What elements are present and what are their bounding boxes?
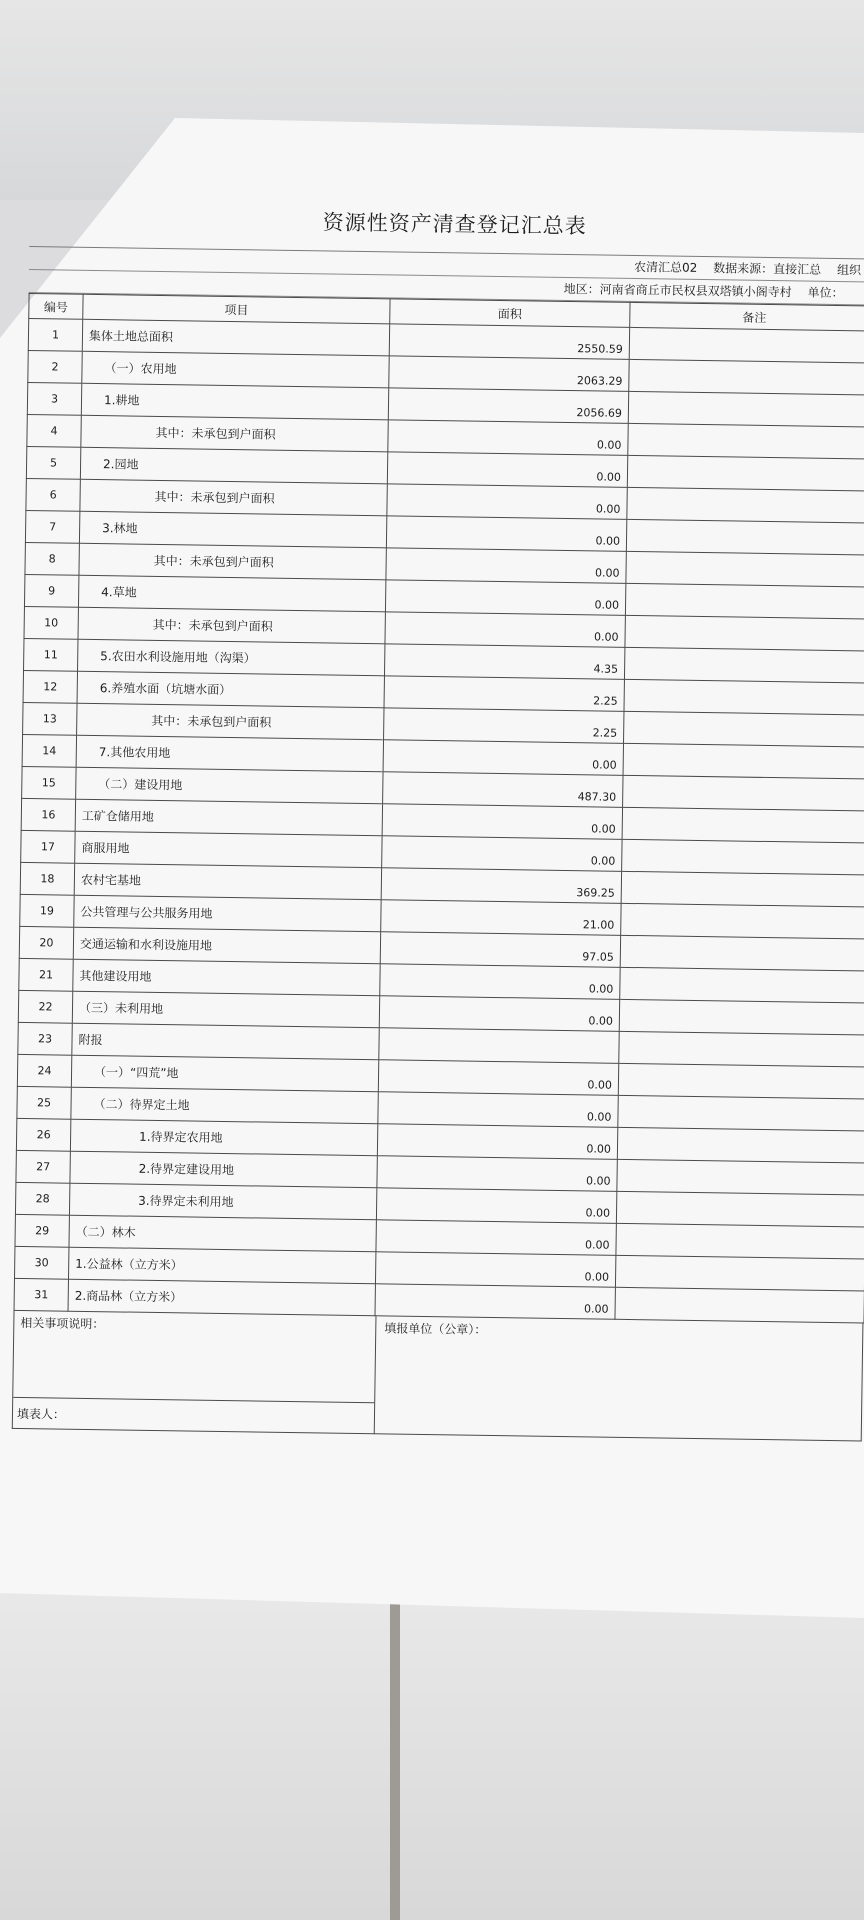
asset-table — [14, 293, 864, 1324]
row-remarks — [625, 615, 864, 651]
row-area: 0.00 — [375, 1284, 615, 1320]
row-area: 0.00 — [387, 452, 627, 488]
row-area: 0.00 — [383, 740, 623, 776]
row-item: （二）建设用地 — [76, 767, 383, 804]
form-code: 农清汇总02 — [633, 259, 698, 275]
row-remarks — [628, 391, 864, 427]
summary-form — [12, 200, 864, 1441]
row-remarks — [627, 487, 864, 523]
row-item: 农村宅基地 — [74, 863, 381, 900]
row-area: 0.00 — [387, 484, 627, 520]
row-item: （一）农用地 — [82, 351, 389, 388]
row-number: 31 — [14, 1278, 68, 1311]
row-area: 2550.59 — [389, 324, 629, 360]
header-number: 编号 — [29, 293, 83, 319]
notes-box — [12, 1311, 377, 1434]
row-area: 0.00 — [386, 516, 626, 552]
row-remarks — [624, 647, 864, 683]
row-remarks — [619, 1031, 864, 1067]
row-area: 0.00 — [379, 996, 619, 1032]
row-area: 0.00 — [376, 1220, 616, 1256]
row-remarks — [624, 679, 864, 715]
row-remarks — [626, 519, 864, 555]
row-item: 其中：未承包到户面积 — [80, 479, 387, 516]
row-area: 369.25 — [381, 868, 621, 904]
row-item: 7.其他农用地 — [76, 735, 383, 772]
row-area: 21.00 — [381, 900, 621, 936]
form-title: 资源性资产清查登记汇总表 — [29, 200, 864, 260]
row-item: 5.农田水利设施用地（沟渠） — [78, 639, 385, 676]
row-item: 2.待界定建设用地 — [70, 1151, 377, 1188]
data-source: 数据来源：直接汇总 — [713, 261, 822, 277]
row-remarks — [629, 359, 864, 395]
row-number: 6 — [26, 478, 80, 511]
row-remarks — [619, 999, 864, 1035]
row-number: 27 — [16, 1150, 70, 1183]
row-area: 0.00 — [385, 612, 625, 648]
row-item: 其中：未承包到户面积 — [77, 703, 384, 740]
row-remarks — [622, 839, 864, 875]
row-number: 24 — [17, 1054, 71, 1087]
row-remarks — [618, 1063, 864, 1099]
form-footer — [12, 1311, 864, 1442]
row-number: 11 — [24, 638, 78, 671]
unit-label: 单位： — [807, 285, 844, 301]
row-number: 3 — [27, 382, 81, 415]
row-item: 其中：未承包到户面积 — [79, 543, 386, 580]
filler-label: 填表人： — [16, 1406, 66, 1422]
row-remarks — [622, 807, 864, 843]
row-number: 18 — [20, 862, 74, 895]
row-remarks — [629, 327, 864, 363]
row-area: 0.00 — [380, 964, 620, 1000]
row-area: 0.00 — [385, 580, 625, 616]
row-area: 0.00 — [378, 1060, 618, 1096]
unit-seal-label: 填报单位（公章）： — [384, 1321, 487, 1337]
row-remarks — [615, 1255, 864, 1291]
row-area: 487.30 — [383, 772, 623, 808]
row-remarks — [623, 743, 864, 779]
row-item: 1.耕地 — [81, 383, 388, 420]
row-item: 附报 — [72, 1023, 379, 1060]
header-remarks: 备注 — [630, 302, 864, 331]
row-remarks — [616, 1223, 864, 1259]
floor-background-bottom — [0, 1580, 864, 1920]
row-area: 97.05 — [380, 932, 620, 968]
row-remarks — [617, 1159, 864, 1195]
row-number: 20 — [19, 926, 73, 959]
row-item: （二）待界定土地 — [71, 1087, 378, 1124]
row-remarks — [625, 583, 864, 619]
header-area: 面积 — [390, 299, 630, 328]
row-area: 2.25 — [384, 676, 624, 712]
row-area: 0.00 — [378, 1092, 618, 1128]
row-item: 1.待界定农用地 — [70, 1119, 377, 1156]
row-area: 0.00 — [386, 548, 626, 584]
row-item: （二）林木 — [69, 1215, 376, 1252]
row-area: 0.00 — [376, 1188, 616, 1224]
row-area: 0.00 — [382, 804, 622, 840]
row-number: 8 — [25, 542, 79, 575]
row-remarks — [618, 1095, 864, 1131]
row-number: 12 — [23, 670, 77, 703]
row-number: 4 — [27, 414, 81, 447]
notes-label: 相关事项说明： — [20, 1315, 105, 1332]
row-remarks — [623, 775, 864, 811]
row-area: 2063.29 — [389, 356, 629, 392]
row-remarks — [624, 711, 864, 747]
row-item: 商服用地 — [75, 831, 382, 868]
unit-seal-box — [375, 1316, 864, 1441]
row-item: （三）未利用地 — [72, 991, 379, 1028]
row-number: 19 — [20, 894, 74, 927]
row-number: 10 — [24, 606, 78, 639]
row-item: 2.园地 — [80, 447, 387, 484]
row-remarks — [615, 1287, 864, 1323]
row-item: 6.养殖水面（坑塘水面） — [77, 671, 384, 708]
row-number: 25 — [17, 1086, 71, 1119]
row-number: 14 — [22, 734, 76, 767]
row-item: 3.待界定未利用地 — [69, 1183, 376, 1220]
row-remarks — [628, 423, 864, 459]
row-remarks — [616, 1191, 864, 1227]
row-number: 26 — [16, 1118, 70, 1151]
row-number: 22 — [18, 990, 72, 1023]
row-item: 3.林地 — [79, 511, 386, 548]
row-number: 13 — [23, 702, 77, 735]
row-remarks — [617, 1127, 864, 1163]
row-remarks — [621, 871, 864, 907]
row-item: 1.公益林（立方米） — [68, 1247, 375, 1284]
header-item: 项目 — [83, 294, 390, 324]
row-area: 2056.69 — [388, 388, 628, 424]
row-number: 2 — [28, 350, 82, 383]
row-number: 29 — [15, 1214, 69, 1247]
row-area — [379, 1028, 619, 1064]
row-item: 其他建设用地 — [73, 959, 380, 996]
row-item: 4.草地 — [78, 575, 385, 612]
row-item: 集体土地总面积 — [82, 319, 389, 356]
row-number: 28 — [15, 1182, 69, 1215]
region-label: 地区：河南省商丘市民权县双塔镇小阁寺村 — [563, 281, 792, 300]
row-number: 23 — [18, 1022, 72, 1055]
row-number: 7 — [25, 510, 79, 543]
row-number: 30 — [15, 1246, 69, 1279]
row-number: 5 — [26, 446, 80, 479]
row-number: 16 — [21, 798, 75, 831]
row-number: 1 — [28, 318, 82, 351]
floor-tile-gap — [390, 1580, 400, 1920]
row-item: 公共管理与公共服务用地 — [74, 895, 381, 932]
row-number: 21 — [19, 958, 73, 991]
row-item: 其中：未承包到户面积 — [81, 415, 388, 452]
row-item: 工矿仓储用地 — [75, 799, 382, 836]
row-area: 2.25 — [384, 708, 624, 744]
row-area: 0.00 — [377, 1124, 617, 1160]
row-item: （一）“四荒”地 — [71, 1055, 378, 1092]
row-item: 交通运输和水利设施用地 — [73, 927, 380, 964]
row-item: 其中：未承包到户面积 — [78, 607, 385, 644]
row-area: 0.00 — [377, 1156, 617, 1192]
row-remarks — [620, 935, 864, 971]
row-area: 0.00 — [375, 1252, 615, 1288]
row-item: 2.商品林（立方米） — [68, 1279, 375, 1316]
row-remarks — [626, 551, 864, 587]
row-number: 15 — [22, 766, 76, 799]
row-area: 4.35 — [384, 644, 624, 680]
row-area: 0.00 — [382, 836, 622, 872]
filler-row — [13, 1397, 374, 1435]
row-remarks — [620, 967, 864, 1003]
row-area: 0.00 — [388, 420, 628, 456]
row-number: 17 — [21, 830, 75, 863]
org-label: 组织 — [836, 262, 862, 278]
row-remarks — [621, 903, 864, 939]
row-remarks — [627, 455, 864, 491]
row-number: 9 — [24, 574, 78, 607]
